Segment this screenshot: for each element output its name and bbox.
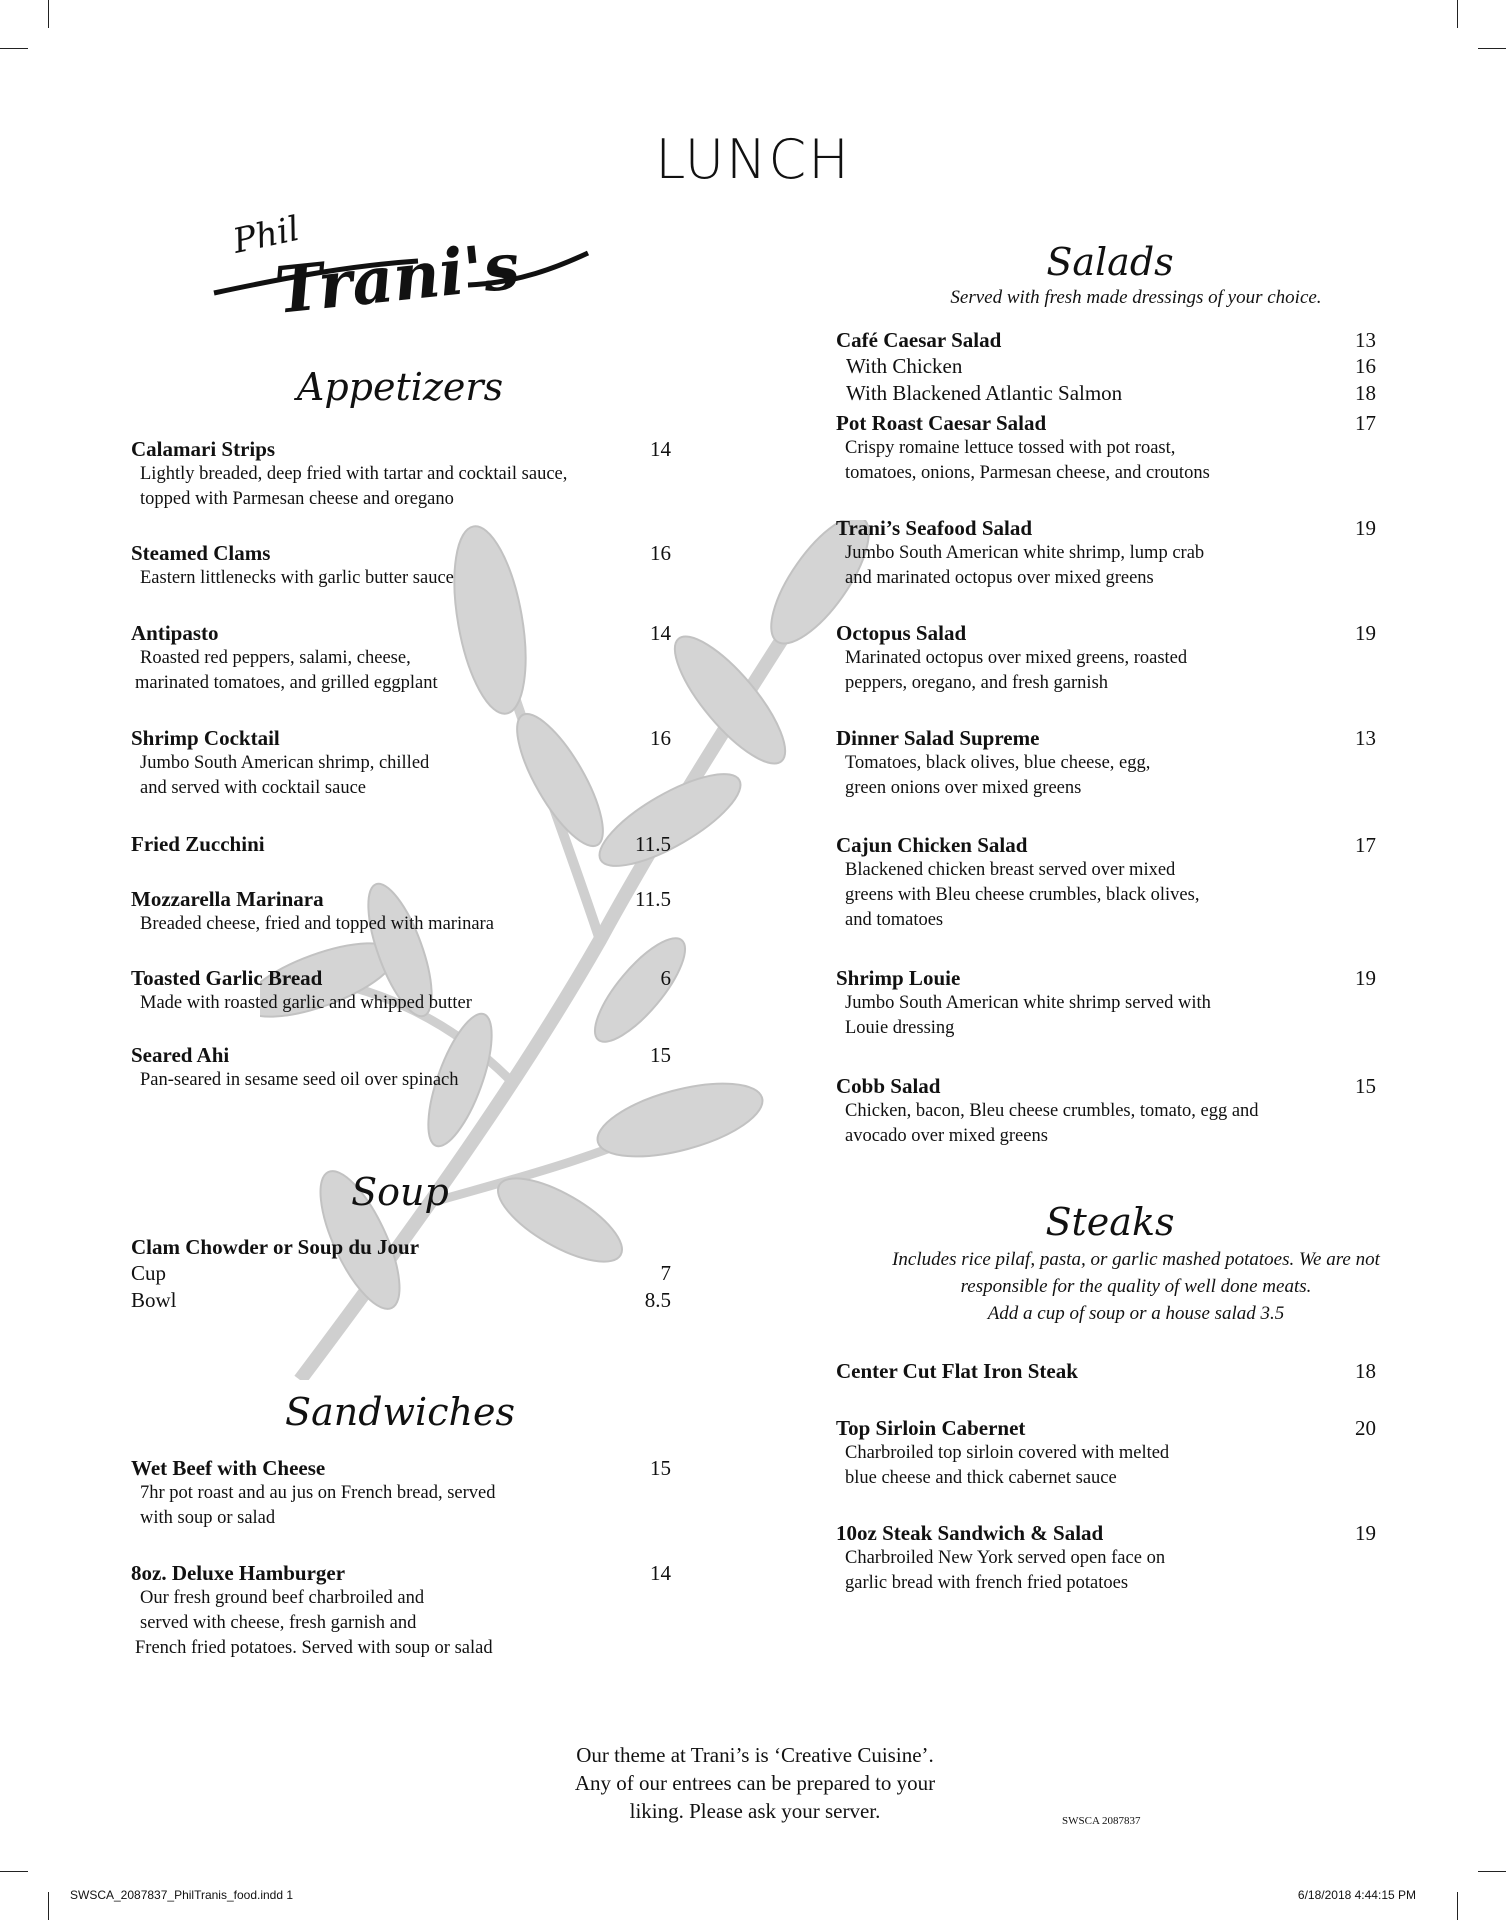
item-price: 15	[650, 1043, 671, 1067]
item-price: 19	[1355, 1521, 1376, 1545]
slug-date: 6/18/2018 4:44:15 PM	[1297, 1888, 1416, 1902]
item-option: With Chicken 16	[846, 354, 1376, 378]
item-price: 7	[660, 1261, 671, 1285]
item-price: 14	[650, 621, 671, 645]
menu-item: Mozzarella Marinara 11.5 Breaded cheese, fried and topped with marinara	[131, 887, 671, 934]
item-price: 15	[650, 1456, 671, 1480]
crop-mark	[1457, 0, 1458, 28]
menu-item: Center Cut Flat Iron Steak 18	[836, 1359, 1376, 1383]
item-price: 15	[1355, 1074, 1376, 1098]
item-price: 19	[1355, 516, 1376, 540]
crop-mark	[0, 1871, 28, 1872]
soup-heading: Soup	[351, 1170, 449, 1214]
menu-item: Pot Roast Caesar Salad 17 Crispy romaine lettuce tossed with pot roast, tomatoes, onions, Parmesan cheese, and croutons	[836, 411, 1376, 483]
item-price: 16	[1355, 354, 1376, 378]
menu-item: 8oz. Deluxe Hamburger 14 Our fresh ground beef charbroiled and served with cheese, fresh garnish and French fried potatoes. Served with soup or salad	[131, 1561, 671, 1658]
crop-mark	[1457, 1892, 1458, 1920]
soup-size: Bowl 8.5	[131, 1288, 671, 1312]
menu-item: Cajun Chicken Salad 17 Blackened chicken breast served over mixed greens with Bleu cheese crumbles, black olives, and tomatoes	[836, 833, 1376, 930]
menu-item: Octopus Salad 19 Marinated octopus over mixed greens, roasted peppers, oregano, and fresh garnish	[836, 621, 1376, 693]
item-price: 20	[1355, 1416, 1376, 1440]
item-price: 6	[660, 966, 671, 990]
crop-mark	[48, 0, 49, 28]
slug-filename: SWSCA_2087837_PhilTranis_food.indd 1	[70, 1888, 294, 1902]
menu-item: 10oz Steak Sandwich & Salad 19 Charbroiled New York served open face on garlic bread with french fried potatoes	[836, 1521, 1376, 1593]
appetizers-heading: Appetizers	[296, 365, 504, 409]
item-price: 19	[1355, 966, 1376, 990]
menu-item: Dinner Salad Supreme 13 Tomatoes, black olives, blue cheese, egg, green onions over mixed greens	[836, 726, 1376, 798]
sandwiches-list	[131, 1455, 671, 1675]
appetizers-list	[131, 436, 671, 1096]
item-price: 13	[1355, 726, 1376, 750]
menu-item: Clam Chowder or Soup du Jour Cup 7 Bowl 8.5	[131, 1235, 671, 1312]
crop-mark	[1478, 48, 1506, 49]
item-option: With Blackened Atlantic Salmon 18	[846, 381, 1376, 405]
menu-item: Top Sirloin Cabernet 20 Charbroiled top sirloin covered with melted blue cheese and thick cabernet sauce	[836, 1416, 1376, 1488]
item-price: 18	[1355, 1359, 1376, 1383]
item-price: 8.5	[644, 1288, 671, 1312]
steaks-heading: Steaks	[1045, 1200, 1175, 1244]
menu-item: Fried Zucchini 11.5	[131, 832, 671, 856]
menu-item: Antipasto 14 Roasted red peppers, salami, cheese, marinated tomatoes, and grilled eggplant	[131, 621, 671, 693]
item-price: 11.5	[635, 832, 671, 856]
job-code: SWSCA 2087837	[1062, 1815, 1141, 1827]
footer-note: Our theme at Trani’s is ‘Creative Cuisine’. Any of our entrees can be prepared to your liking. Please ask your server.	[574, 1743, 936, 1823]
menu-item: Café Caesar Salad 13 With Chicken 16 With Blackened Atlantic Salmon 18	[836, 328, 1376, 405]
item-price: 16	[650, 541, 671, 565]
svg-text:Phil: Phil	[229, 208, 303, 262]
crop-mark	[1478, 1871, 1506, 1872]
item-price: 13	[1355, 328, 1376, 352]
item-price: 19	[1355, 621, 1376, 645]
svg-text:Trani's: Trani's	[271, 228, 523, 329]
menu-item: Shrimp Louie 19 Jumbo South American white shrimp served with Louie dressing	[836, 966, 1376, 1038]
crop-mark	[48, 1892, 49, 1920]
menu-item: Steamed Clams 16 Eastern littlenecks with garlic butter sauce	[131, 541, 671, 588]
item-price: 16	[650, 726, 671, 750]
steaks-list	[836, 1358, 1376, 1598]
crop-mark	[0, 48, 28, 49]
steaks-note: Includes rice pilaf, pasta, or garlic mashed potatoes. We are not responsible for the quality of well done meats. Add a cup of soup or a house salad 3.5	[892, 1249, 1380, 1324]
item-price: 18	[1355, 381, 1376, 405]
item-price: 11.5	[635, 887, 671, 911]
menu-item: Shrimp Cocktail 16 Jumbo South American shrimp, chilled and served with cocktail sauce	[131, 726, 671, 798]
menu-item: Toasted Garlic Bread 6 Made with roasted garlic and whipped butter	[131, 966, 671, 1013]
phil-tranis-logo	[208, 205, 598, 335]
menu-item: Cobb Salad 15 Chicken, bacon, Bleu cheese crumbles, tomato, egg and avocado over mixed greens	[836, 1074, 1376, 1146]
sandwiches-heading: Sandwiches	[285, 1390, 515, 1434]
page-title: LUNCH	[655, 128, 851, 191]
menu-item: Wet Beef with Cheese 15 7hr pot roast and au jus on French bread, served with soup or salad	[131, 1456, 671, 1528]
menu-item: Trani’s Seafood Salad 19 Jumbo South American white shrimp, lump crab and marinated octopus over mixed greens	[836, 516, 1376, 588]
menu-item: Calamari Strips 14 Lightly breaded, deep fried with tartar and cocktail sauce, topped with Parmesan cheese and oregano	[131, 437, 671, 509]
soup-section	[131, 1234, 671, 1324]
salads-note: Served with fresh made dressings of your choice.	[950, 287, 1322, 308]
item-price: 14	[650, 1561, 671, 1585]
item-price: 17	[1355, 833, 1376, 857]
soup-size: Cup 7	[131, 1261, 671, 1285]
item-price: 14	[650, 437, 671, 461]
item-price: 17	[1355, 411, 1376, 435]
salads-heading: Salads	[1046, 240, 1174, 284]
menu-item: Seared Ahi 15 Pan-seared in sesame seed oil over spinach	[131, 1043, 671, 1090]
salads-list	[836, 327, 1376, 1157]
